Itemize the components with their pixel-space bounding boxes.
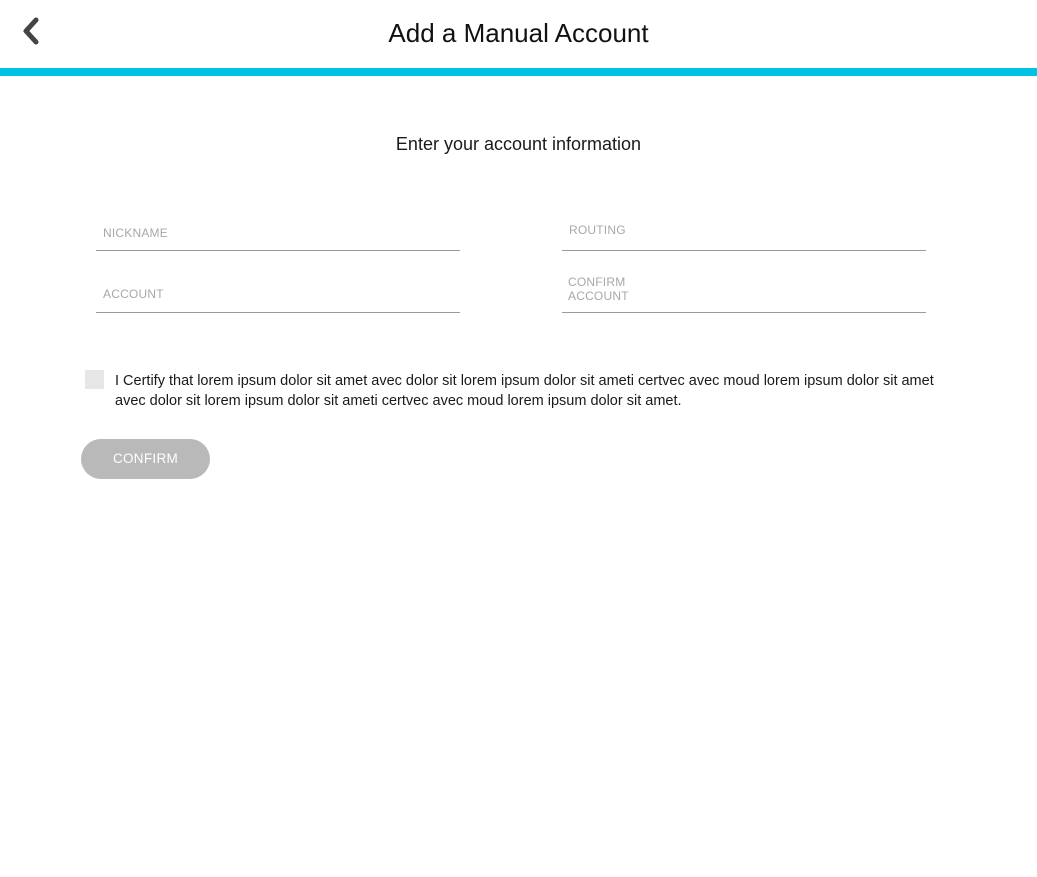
- confirm-account-label-line2: ACCOUNT: [568, 289, 629, 303]
- certify-checkbox[interactable]: [85, 370, 104, 389]
- page-title: Add a Manual Account: [388, 18, 649, 48]
- form-subtitle: Enter your account information: [395, 134, 642, 154]
- header-accent-bar: [0, 68, 1037, 76]
- account-input[interactable]: [96, 276, 460, 312]
- confirm-account-label-line1: CONFIRM: [568, 275, 626, 289]
- header: [0, 0, 1037, 68]
- confirm-button[interactable]: CONFIRM: [81, 439, 210, 479]
- routing-input[interactable]: [562, 215, 926, 250]
- confirm-account-input[interactable]: [562, 270, 926, 312]
- confirm-account-field: [562, 270, 926, 313]
- nickname-field: [96, 215, 460, 251]
- nickname-input[interactable]: [96, 215, 460, 250]
- account-field: [96, 276, 460, 313]
- certify-text: I Certify that lorem ipsum dolor sit amet avec dolor sit lorem ipsum dolor sit ameti certvec avec moud lorem ipsum dolor sit amet avec dolor sit lorem ipsum dolor sit ameti certvec avec moud lorem ipsum dolor sit amet.: [115, 373, 934, 409]
- routing-field: [562, 215, 926, 251]
